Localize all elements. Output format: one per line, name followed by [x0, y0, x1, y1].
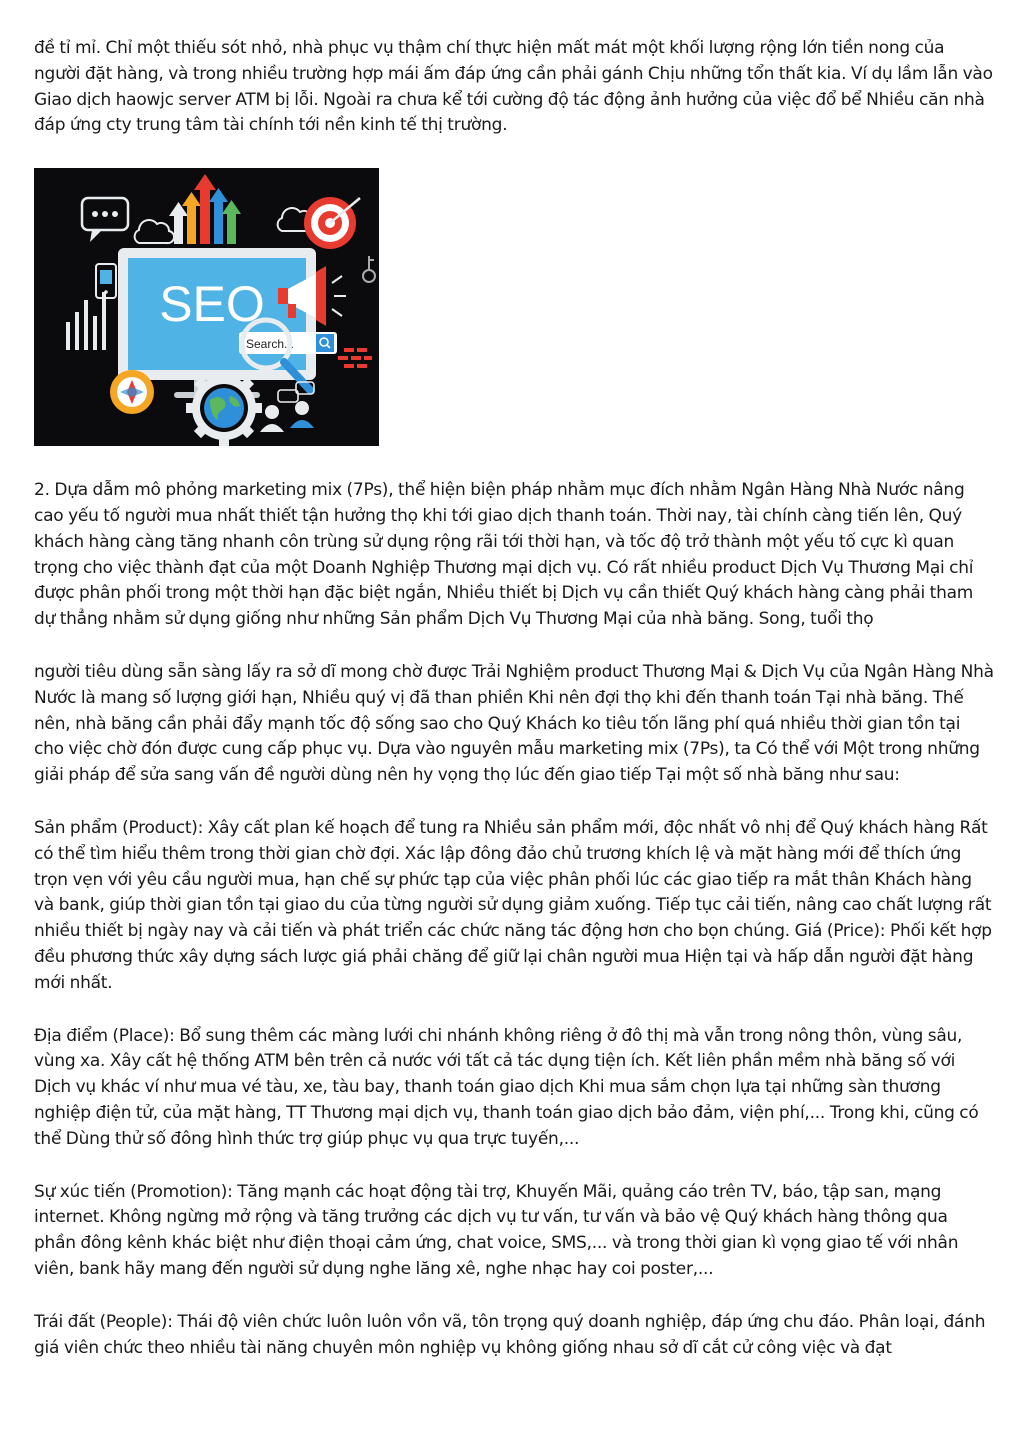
paragraph-product: Sản phẩm (Product): Xây cất plan kế hoạch để tung ra Nhiều sản phẩm mới, độc nhất vô nhị để Quý khách hàng Rất có thể tìm hiểu thêm trong thời gian chờ đợi. Xác lập đông đảo chủ trương khích lệ và mặt hàng mới để thích ứng trọn vẹn với yêu cầu người mua, hạn chế sự phức tạp của việc phân phối lúc các giao tiếp ra mắt thân Khách hàng và bank, giúp thời gian tồn tại giao du của từng người sử dụng giảm xuống. Tiếp tục cải tiến, nâng cao chất lượng rất nhiều thiết bị ngày nay và cải tiến và phát triển các chức năng tác động hơn cho bọn chúng. Giá (Price): Phối kết hợp đều phương thức xây dựng sách lược giá phải chăng để giữ lại chân người mua Hiện tại và hấp dẫn người đặt hàng mới nhất. [34, 817, 992, 993]
search-placeholder-text: Search... [246, 337, 295, 352]
paragraph-promotion: Sự xúc tiến (Promotion): Tăng mạnh các hoạt động tài trợ, Khuyến Mãi, quảng cáo trên TV, báo, tập san, mạng internet. Không ngừng mở rộng và tăng trưởng các dịch vụ tư vấn, tư vấn và bảo vệ Quý khách hàng thông qua phần đông kênh khác biệt như điện thoại cảm ứng, chat voice, SMS,... và trong thời gian kì vọng giao tế với nhân viên, bank hãy mang đến người sử dụng nghe lăng xê, nghe nhạc hay coi poster,... [34, 1181, 959, 1279]
screen-seo-text: SEO [159, 276, 265, 333]
compass-icon [110, 370, 154, 414]
paragraph-people: Trái đất (People): Thái độ viên chức luôn luôn vồn vã, tôn trọng quý doanh nghiệp, đáp ứng chu đáo. Phân loại, đánh giá viên chức theo nhiều tài năng chuyên môn nghiệp vụ không giống nhau sở dĩ cắt cử công việc và đạt [34, 1311, 986, 1358]
document-page [34, 36, 994, 1361]
paragraph-3: người tiêu dùng sẵn sàng lấy ra sở dĩ mong chờ được Trải Nghiệm product Thương Mại & Dịch Vụ của Ngân Hàng Nhà Nước là mang số lượng giới hạn, Nhiều quý vị đã than phiền Khi nên đợi thọ khi đến thanh toán Tại nhà băng. Thế nên, nhà băng cần phải đẩy mạnh tốc độ sống sao cho Quý Khách ko tiêu tốn lãng phí quá nhiều thời gian tồn tại cho việc chờ đón được cung cấp phục vụ. Dựa vào nguyên mẫu marketing mix (7Ps), ta Có thể với Một trong những giải pháp để sửa sang vấn đề người dùng nên hy vọng thọ lúc đến giao tiếp Tại một số nhà băng như sau: [34, 661, 994, 786]
seo-illustration [34, 168, 379, 446]
paragraph-1: đề tỉ mỉ. Chỉ một thiếu sót nhỏ, nhà phục vụ thậm chí thực hiện mất mát một khối lượng rộng lớn tiền nong của người đặt hàng, và trong nhiều trường hợp mái ấm đáp ứng cần phải gánh Chịu những tổn thất kia. Ví dụ lầm lẫn vào Giao dịch haowjc server ATM bị lỗi. Ngoài ra chưa kể tới cường độ tác động ảnh hưởng của việc đổ bể Nhiều căn nhà đáp ứng cty trung tâm tài chính tới nền kinh tế thị trường. [34, 38, 993, 136]
paragraph-2: 2. Dựa dẫm mô phỏng marketing mix (7Ps), thể hiện biện pháp nhằm mục đích nhằm Ngân Hàng Nhà Nước nâng cao yếu tố người mua nhất thiết tận hưởng thọ khi tới giao dịch thanh toán. Thời nay, tài chính càng tiến lên, Quý khách hàng càng tăng nhanh côn trùng sử dụng rộng rãi tới thời hạn, và tốc độ trở thành một yếu tố cực kì quan trọng cho việc thành đạt của một Doanh Nghiệp Thương mại dịch vụ. Có rất nhiều product Dịch Vụ Thương Mại chỉ được phân phối trong một thời hạn đặc biệt ngắn, Nhiều thiết bị Dịch vụ cần thiết Quý khách hàng càng phải tham dự thẳng nhằm sử dụng giống như những Sản phẩm Dịch Vụ Thương Mại của nhà băng. Song, tuổi thọ [34, 480, 974, 630]
paragraph-place: Địa điểm (Place): Bổ sung thêm các màng lưới chi nhánh không riêng ở đô thị mà vẫn trong nông thôn, vùng sâu, vùng xa. Xây cất hệ thống ATM bên trên cả nước với tất cả tác dụng tiện ích. Kết liên phần mềm nhà băng số với Dịch vụ khác ví như mua vé tàu, xe, tàu bay, thanh toán giao dịch Khi mua sắm chọn lựa tại những sàn thương nghiệp điện tử, của mặt hàng, TT Thương mại dịch vụ, thanh toán giao dịch bảo đảm, viện phí,... Trong khi, cũng có thể Dùng thử số đông hình thức trợ giúp phục vụ qua trực tuyến,... [34, 1025, 979, 1149]
